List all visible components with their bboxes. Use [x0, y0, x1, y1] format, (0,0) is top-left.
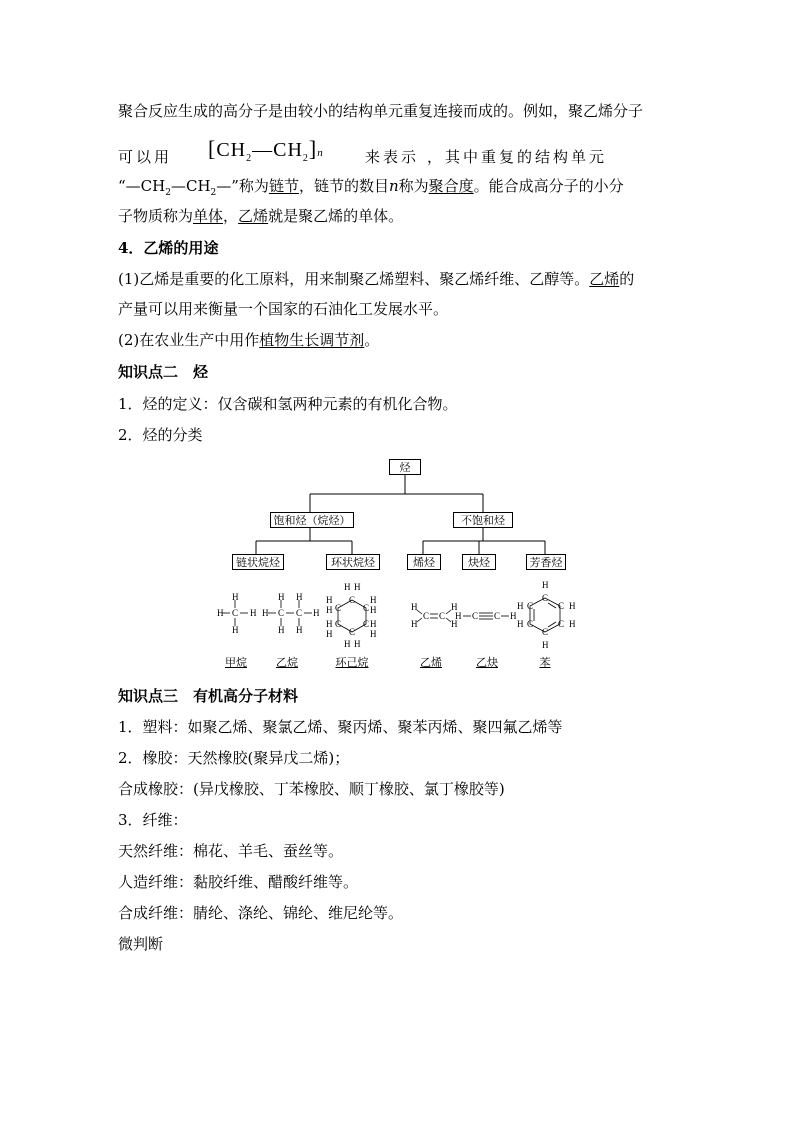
label-ethane: 乙烷	[276, 656, 298, 669]
kp3-synthetic-fiber: 合成纤维：腈纶、涤纶、锦纶、维尼纶等。	[118, 904, 404, 922]
svg-text:H: H	[344, 639, 351, 649]
kp3-plastics: 1．塑料：如聚乙烯、聚氯乙烯、聚丙烯、聚苯丙烯、聚四氟乙烯等	[118, 718, 563, 736]
svg-text:C: C	[527, 619, 534, 629]
svg-text:H: H	[411, 602, 418, 612]
tree-node-alkyne: 炔烃	[462, 554, 496, 570]
tree-node-chain-alkane: 链状烷烃	[232, 554, 284, 570]
label-cyclohexane: 环己烷	[335, 656, 369, 669]
svg-text:H: H	[232, 592, 239, 602]
kp3-artificial-fiber: 人造纤维：黏胶纤维、醋酸纤维等。	[118, 873, 359, 891]
section4-heading: 4．乙烯的用途	[118, 239, 219, 257]
kp3-fiber: 3．纤维：	[118, 811, 188, 829]
term-chain-link: 链节	[268, 177, 299, 195]
svg-text:H: H	[296, 625, 303, 635]
svg-text:C: C	[542, 593, 549, 603]
svg-text:C: C	[232, 608, 239, 618]
svg-text:C: C	[335, 603, 342, 613]
kp3-rubber: 2．橡胶：天然橡胶(聚异戊二烯)；	[118, 749, 350, 767]
section4-item2: (2)在农业生产中用作植物生长调节剂。	[118, 331, 380, 349]
svg-text:C: C	[558, 601, 565, 611]
svg-text:C: C	[423, 611, 430, 621]
term-degree: 聚合度	[428, 177, 474, 195]
svg-text:H: H	[250, 608, 257, 618]
svg-text:H: H	[262, 608, 269, 618]
svg-text:H: H	[370, 595, 377, 605]
svg-text:C: C	[494, 611, 501, 621]
tree-node-cyclo-alkane: 环状烷烃	[326, 554, 380, 570]
kp3-synthetic-rubber: 合成橡胶：(异戊橡胶、丁苯橡胶、顺丁橡胶、氯丁橡胶等)	[118, 780, 505, 798]
para-line-3: “$—CH_2—CH_2—$”称为链节，链节的数目n称为聚合度。能合成高分子的小分	[118, 177, 624, 198]
section4-item1: (1)乙烯是重要的化工原料，用来制聚乙烯塑料、聚乙烯纤维、乙醇等。乙烯的	[118, 270, 635, 288]
svg-text:C: C	[349, 595, 356, 605]
svg-text:C: C	[363, 619, 370, 629]
svg-text:H: H	[370, 605, 377, 615]
svg-text:H: H	[455, 611, 462, 621]
formula-ch2-b: CH	[273, 139, 303, 161]
svg-text:H: H	[451, 602, 458, 612]
formula-ch2-a: CH	[216, 139, 247, 161]
svg-text:H: H	[326, 619, 333, 629]
kp2-definition: 1．烃的定义：仅含碳和氢两种元素的有机化合物。	[118, 395, 458, 413]
svg-text:C: C	[558, 619, 565, 629]
svg-text:H: H	[569, 619, 576, 629]
svg-text:H: H	[278, 592, 285, 602]
term-monomer: 单体	[193, 207, 224, 225]
svg-text:H: H	[370, 629, 377, 639]
label-ethyne: 乙炔	[476, 656, 498, 669]
svg-text:C: C	[542, 627, 549, 637]
svg-text:H: H	[510, 611, 517, 621]
svg-text:H: H	[517, 601, 524, 611]
polyethylene-formula: $[CH_2—CH_2]n$	[208, 136, 324, 164]
kp3-heading: 知识点三 有机高分子材料	[118, 687, 299, 705]
svg-text:H: H	[354, 582, 361, 592]
svg-text:H: H	[542, 580, 549, 590]
term-ethylene: 乙烯	[238, 207, 269, 225]
svg-text:H: H	[326, 595, 333, 605]
term-plant-regulator: 植物生长调节剂	[259, 331, 365, 349]
tree-node-saturated: 饱和烃（烷烃）	[270, 512, 354, 528]
svg-text:H: H	[232, 625, 239, 635]
svg-text:C: C	[349, 627, 356, 637]
svg-text:H: H	[517, 619, 524, 629]
svg-text:H: H	[411, 619, 418, 629]
svg-text:H: H	[326, 605, 333, 615]
label-methane: 甲烷	[225, 656, 247, 669]
formula-n: n	[317, 147, 324, 159]
section4-item1-line2: 产量可以用来衡量一个国家的石油化工发展水平。	[118, 300, 449, 318]
kp2-classification: 2．烃的分类	[118, 426, 203, 444]
svg-text:C: C	[439, 611, 446, 621]
tree-node-aromatic: 芳香烃	[526, 554, 566, 570]
svg-text:C: C	[335, 619, 342, 629]
tree-node-hydrocarbon: 烃	[389, 459, 421, 475]
svg-text:C: C	[278, 608, 285, 618]
line2-prefix: 可以用	[118, 148, 173, 166]
svg-text:H: H	[451, 619, 458, 629]
svg-text:H: H	[370, 619, 377, 629]
svg-text:C: C	[363, 603, 370, 613]
kp2-heading: 知识点二 烃	[118, 363, 209, 381]
para-line-4: 子物质称为单体，乙烯就是聚乙烯的单体。	[118, 207, 404, 225]
svg-text:H: H	[217, 608, 224, 618]
micro-judgement-heading: 微判断	[118, 935, 164, 953]
svg-text:H: H	[569, 601, 576, 611]
svg-text:H: H	[354, 639, 361, 649]
svg-text:C: C	[472, 611, 479, 621]
label-ethene: 乙烯	[420, 656, 442, 669]
svg-text:C: C	[527, 601, 534, 611]
svg-text:H: H	[542, 640, 549, 650]
label-benzene: 苯	[539, 656, 551, 669]
svg-text:H: H	[278, 625, 285, 635]
svg-text:C: C	[296, 608, 303, 618]
tree-node-unsaturated: 不饱和烃	[453, 512, 513, 528]
svg-text:H: H	[344, 582, 351, 592]
kp3-natural-fiber: 天然纤维：棉花、羊毛、蚕丝等。	[118, 842, 344, 860]
tree-node-alkene: 烯烃	[407, 554, 441, 570]
para-line-1: 聚合反应生成的高分子是由较小的结构单元重复连接而成的。例如，聚乙烯分子	[118, 102, 644, 120]
line2-suffix: 来表示 ，其中重复的结构单元	[365, 148, 608, 166]
svg-text:H: H	[313, 608, 320, 618]
svg-text:H: H	[326, 629, 333, 639]
svg-text:H: H	[296, 592, 303, 602]
